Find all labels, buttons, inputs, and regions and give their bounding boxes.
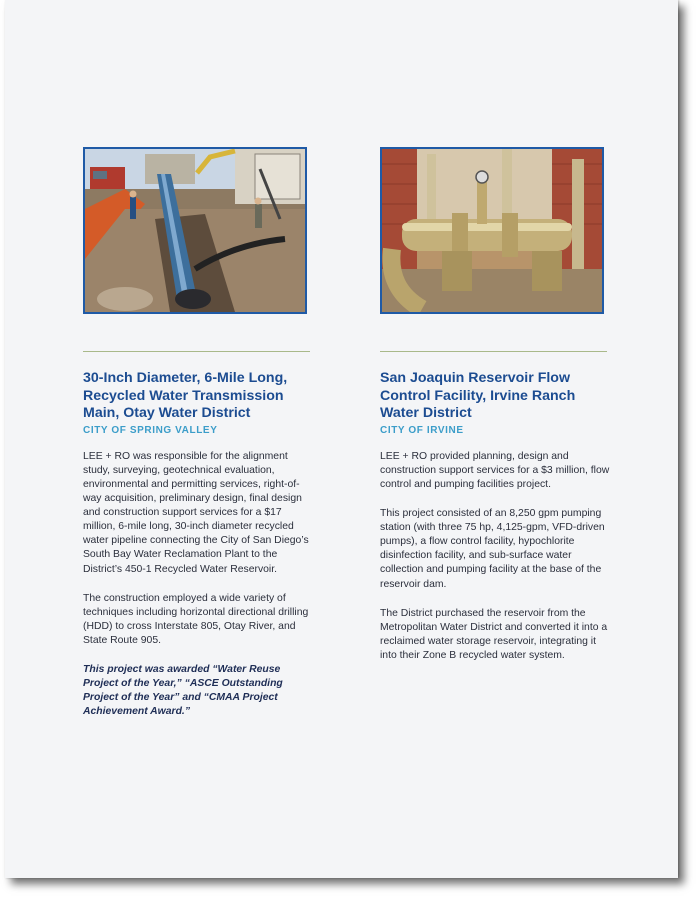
project-history-details: The District purchased the reservoir from the Metropolitan Water District and converted it into a reclaimed water storage reservoir, integrating it into their Zone B recycled water system. <box>380 607 608 661</box>
project-column-irvine <box>380 370 612 678</box>
project-construction-details: The construction employed a wide variety of techniques including horizontal directional drilling (HDD) to cross Interstate 805, Otay River, and State Route 905. <box>83 592 309 646</box>
project-description: LEE + RO was responsible for the alignment study, surveying, geotechnical evaluation, environmental and permitting services, right-of-way acquisition, preliminary design, final design and construction support services for a $17 million, 6-mile long, 30-inch diameter recycled water pipeline connecting the City of San Diego’s South Bay Water Reclamation Plant to the District’s 450-1 Recycled Water Reservoir. <box>83 450 309 575</box>
pump-station-illustration <box>382 149 602 312</box>
project-city: CITY OF IRVINE <box>380 424 464 436</box>
project-scope-details: This project consisted of an 8,250 gpm pumping station (with three 75 hp, 4,125-gpm, VFD-driven pumps), a flow control facility, hypochlorite disinfection facility, and sub-surface water collection and pumping facility at the base of the reservoir dam. <box>380 508 605 590</box>
pump-station-photo <box>380 147 604 314</box>
project-title: San Joaquin Reservoir Flow Control Facility, Irvine Ranch Water District <box>380 370 576 422</box>
project-city: CITY OF SPRING VALLEY <box>83 424 218 436</box>
pipeline-trench-illustration <box>85 149 305 312</box>
project-column-otay <box>83 370 315 734</box>
project-title: 30-Inch Diameter, 6-Mile Long, Recycled Water Transmission Main, Otay Water District <box>83 370 288 422</box>
project-description: LEE + RO provided planning, design and construction support services for a $3 million, flow control and pumping facilities project. <box>380 450 610 490</box>
right-divider-rule <box>380 351 607 352</box>
left-divider-rule <box>83 351 310 352</box>
document-page <box>5 0 678 878</box>
project-award-note: This project was awarded “Water Reuse Project of the Year,” “ASCE Outstanding Project of the Year” and “CMAA Project Achievement Award.” <box>83 664 283 718</box>
pipeline-construction-photo <box>83 147 307 314</box>
